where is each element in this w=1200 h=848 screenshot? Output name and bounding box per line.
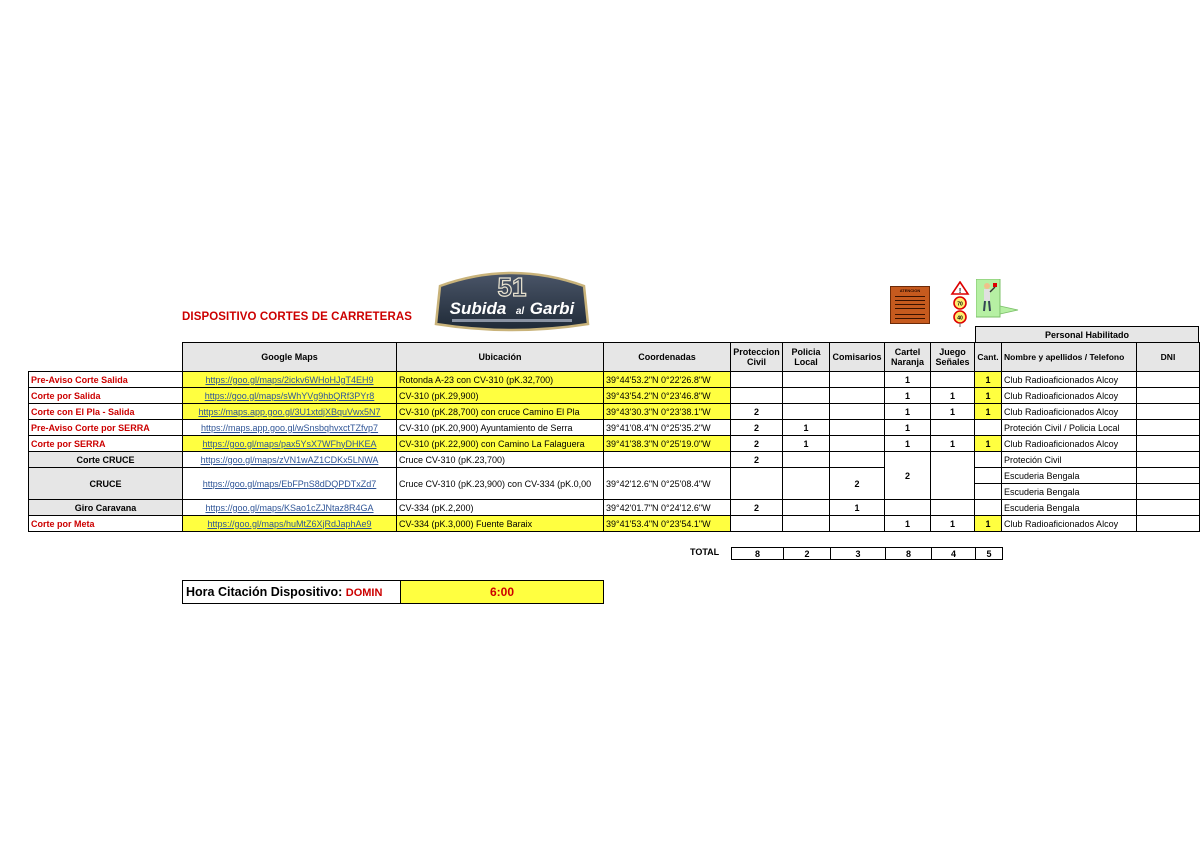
row-label: CRUCE <box>29 468 183 500</box>
nombre-cell: Escuderia Bengala <box>1002 484 1137 500</box>
nombre-cell: Club Radioaficionados Alcoy <box>1002 436 1137 452</box>
header-ubicacion: Ubicación <box>397 343 604 372</box>
maps-link[interactable]: https://goo.gl/maps/pax5YsX7WFhyDHKEA <box>183 436 397 452</box>
hora-citacion-label: Hora Citación Dispositivo: DOMIN <box>183 581 401 603</box>
row-label: Pre-Aviso Corte Salida <box>29 372 183 388</box>
pc-cell <box>731 372 783 388</box>
coordenadas-cell: 39°43'30.3"N 0°23'38.1"W <box>604 404 731 420</box>
cant-cell <box>975 484 1002 500</box>
total-cartel: 8 <box>886 548 932 560</box>
svg-text:al: al <box>515 306 525 317</box>
total-juego: 4 <box>932 548 976 560</box>
total-pc: 8 <box>732 548 784 560</box>
pl-cell <box>783 388 830 404</box>
svg-text:Subida: Subida <box>449 299 507 318</box>
ubicacion-cell: CV-310 (pK.20,900) Ayuntamiento de Serra <box>397 420 604 436</box>
dni-cell <box>1137 436 1200 452</box>
cant-cell <box>975 500 1002 516</box>
pc-cell <box>731 388 783 404</box>
dni-cell <box>1137 372 1200 388</box>
row-label: Giro Caravana <box>29 500 183 516</box>
table-row <box>29 420 1200 436</box>
table-row <box>29 372 1200 388</box>
cartel-cell: 1 <box>885 404 931 420</box>
table-row <box>29 500 1200 516</box>
total-com: 3 <box>831 548 886 560</box>
nombre-cell: Club Radioaficionados Alcoy <box>1002 372 1137 388</box>
main-table-header <box>182 342 1200 372</box>
citacion-day: DOMIN <box>345 587 383 599</box>
cartel-cell: 1 <box>885 420 931 436</box>
dni-cell <box>1137 484 1200 500</box>
coordenadas-cell: 39°42'12.6"N 0°25'08.4"W <box>604 468 731 500</box>
total-pl: 2 <box>784 548 831 560</box>
coordenadas-cell: 39°44'53.2"N 0°22'26.8"W <box>604 372 731 388</box>
nombre-cell: Proteción Civil / Policia Local <box>1002 420 1137 436</box>
coordenadas-cell: 39°41'53.4"N 0°23'54.1"W <box>604 516 731 532</box>
pc-cell <box>731 468 783 500</box>
dni-cell <box>1137 468 1200 484</box>
pc-cell <box>731 516 783 532</box>
maps-link[interactable]: https://maps.app.goo.gl/wSnsbqhvxctTZfvp7 <box>183 420 397 436</box>
total-label: TOTAL <box>690 547 720 557</box>
dni-cell <box>1137 420 1200 436</box>
nombre-cell: Escuderia Bengala <box>1002 468 1137 484</box>
cant-cell <box>975 420 1002 436</box>
maps-link[interactable]: https://goo.gl/maps/zVN1wAZ1CDKx5LNWA <box>183 452 397 468</box>
cartel-cell: 1 <box>885 388 931 404</box>
pc-cell: 2 <box>731 404 783 420</box>
juego-cell: 1 <box>931 436 975 452</box>
cant-cell: 1 <box>975 516 1002 532</box>
pc-cell: 2 <box>731 500 783 516</box>
pl-cell <box>783 500 830 516</box>
ubicacion-cell: CV-334 (pK.3,000) Fuente Baraix <box>397 516 604 532</box>
svg-text:!: ! <box>958 288 962 295</box>
header-coordenadas: Coordenadas <box>604 343 731 372</box>
pl-cell: 1 <box>783 436 830 452</box>
pl-cell <box>783 372 830 388</box>
cartel-cell: 1 <box>885 436 931 452</box>
coordenadas-cell: 39°42'01.7"N 0°24'12.6"W <box>604 500 731 516</box>
pl-cell <box>783 452 830 468</box>
dni-cell <box>1137 500 1200 516</box>
maps-link[interactable]: https://maps.app.goo.gl/3U1xtdjXBquVwx5N7 <box>183 404 397 420</box>
cartel-naranja-sign-icon: ATENCION <box>890 286 930 324</box>
table-row <box>29 452 1200 468</box>
juego-cell: 1 <box>931 404 975 420</box>
cant-cell: 1 <box>975 372 1002 388</box>
pc-cell: 2 <box>731 436 783 452</box>
table-row <box>29 404 1200 420</box>
nombre-cell: Escuderia Bengala <box>1002 500 1137 516</box>
cant-cell <box>975 468 1002 484</box>
ubicacion-cell: Cruce CV-310 (pK.23,700) <box>397 452 604 468</box>
cant-cell: 1 <box>975 388 1002 404</box>
juego-senales-sign-icon <box>950 281 970 327</box>
cartel-cell: 1 <box>885 516 931 532</box>
header-nombre: Nombre y apellidos / Telefono <box>1002 343 1137 372</box>
maps-link[interactable]: https://goo.gl/maps/sWhYVg9hbQRf3PYr8 <box>183 388 397 404</box>
row-label: Corte con El Pla - Salida <box>29 404 183 420</box>
maps-link[interactable]: https://goo.gl/maps/KSao1cZJNtaz8R4GA <box>183 500 397 516</box>
header-cant: Cant. <box>975 343 1002 372</box>
com-cell <box>830 452 885 468</box>
juego-cell: 1 <box>931 516 975 532</box>
hora-citacion-box <box>182 580 604 604</box>
subida-al-garbi-logo <box>432 266 592 332</box>
table-row <box>29 436 1200 452</box>
coordenadas-cell: 39°41'08.4"N 0°25'35.2"W <box>604 420 731 436</box>
dni-cell <box>1137 516 1200 532</box>
ubicacion-cell: CV-334 (pK.2,200) <box>397 500 604 516</box>
pl-cell <box>783 468 830 500</box>
logo-number: 51 <box>497 272 527 302</box>
com-cell <box>830 388 885 404</box>
com-cell <box>830 420 885 436</box>
pl-cell: 1 <box>783 420 830 436</box>
pc-cell: 2 <box>731 420 783 436</box>
maps-link[interactable]: https://goo.gl/maps/EbFPnS8dDQPDTxZd7 <box>183 468 397 500</box>
cartel-cell: 1 <box>885 372 931 388</box>
pl-cell <box>783 404 830 420</box>
document-title: DISPOSITIVO CORTES DE CARRETERAS <box>182 311 413 323</box>
coordenadas-cell <box>604 452 731 468</box>
dni-cell <box>1137 388 1200 404</box>
header-google-maps: Google Maps <box>183 343 397 372</box>
header-policia-local: Policia Local <box>783 343 830 372</box>
ubicacion-cell: CV-310 (pK.28,700) con cruce Camino El Pla <box>397 404 604 420</box>
cartel-cell <box>885 500 931 516</box>
dni-cell <box>1137 452 1200 468</box>
cant-cell: 1 <box>975 404 1002 420</box>
juego-cell <box>931 372 975 388</box>
com-cell: 2 <box>830 468 885 500</box>
totals-table <box>731 547 1003 560</box>
header-cartel-naranja: Cartel Naranja <box>885 343 931 372</box>
personal-group-header-table <box>975 326 1199 343</box>
cartel-cell: 2 <box>885 452 931 500</box>
com-cell <box>830 436 885 452</box>
personal-habilitado-header: Personal Habilitado <box>976 327 1199 343</box>
row-label: Corte por SERRA <box>29 436 183 452</box>
dni-cell <box>1137 404 1200 420</box>
flagman-person-icon <box>976 279 1020 319</box>
ubicacion-cell: Cruce CV-310 (pK.23,900) con CV-334 (pK.0,00 <box>397 468 604 500</box>
nombre-cell: Club Radioaficionados Alcoy <box>1002 404 1137 420</box>
cortes-table <box>28 371 1200 532</box>
pl-cell <box>783 516 830 532</box>
row-label: Corte CRUCE <box>29 452 183 468</box>
table-row <box>29 388 1200 404</box>
juego-cell: 1 <box>931 388 975 404</box>
table-row <box>29 468 1200 484</box>
juego-cell <box>931 500 975 516</box>
juego-cell <box>931 452 975 500</box>
ubicacion-cell: CV-310 (pK.22,900) con Camino La Falaguera <box>397 436 604 452</box>
total-cant: 5 <box>976 548 1003 560</box>
header-comisarios: Comisarios <box>830 343 885 372</box>
coordenadas-cell: 39°41'38.3"N 0°25'19.0"W <box>604 436 731 452</box>
citacion-time: 6:00 <box>401 581 603 603</box>
com-cell <box>830 516 885 532</box>
maps-link[interactable]: https://goo.gl/maps/huMtZ6XjRdJaphAe9 <box>183 516 397 532</box>
pc-cell: 2 <box>731 452 783 468</box>
row-label: Corte por Meta <box>29 516 183 532</box>
header-dni: DNI <box>1137 343 1200 372</box>
nombre-cell: Club Radioaficionados Alcoy <box>1002 516 1137 532</box>
svg-text:70: 70 <box>957 301 963 308</box>
nombre-cell: Club Radioaficionados Alcoy <box>1002 388 1137 404</box>
svg-text:40: 40 <box>957 315 963 322</box>
maps-link[interactable]: https://goo.gl/maps/2ickv6WHoHJgT4EH9 <box>183 372 397 388</box>
ubicacion-cell: CV-310 (pK.29,900) <box>397 388 604 404</box>
cant-cell <box>975 452 1002 468</box>
com-cell: 1 <box>830 500 885 516</box>
com-cell <box>830 404 885 420</box>
coordenadas-cell: 39°43'54.2"N 0°23'46.8"W <box>604 388 731 404</box>
juego-cell <box>931 420 975 436</box>
row-label: Pre-Aviso Corte por SERRA <box>29 420 183 436</box>
ubicacion-cell: Rotonda A-23 con CV-310 (pK.32,700) <box>397 372 604 388</box>
svg-text:Garbi: Garbi <box>529 299 575 318</box>
cant-cell: 1 <box>975 436 1002 452</box>
table-row <box>29 516 1200 532</box>
com-cell <box>830 372 885 388</box>
nombre-cell: Proteción Civil <box>1002 452 1137 468</box>
header-juego-senales: Juego Señales <box>931 343 975 372</box>
row-label: Corte por Salida <box>29 388 183 404</box>
header-proteccion-civil: Proteccion Civil <box>731 343 783 372</box>
